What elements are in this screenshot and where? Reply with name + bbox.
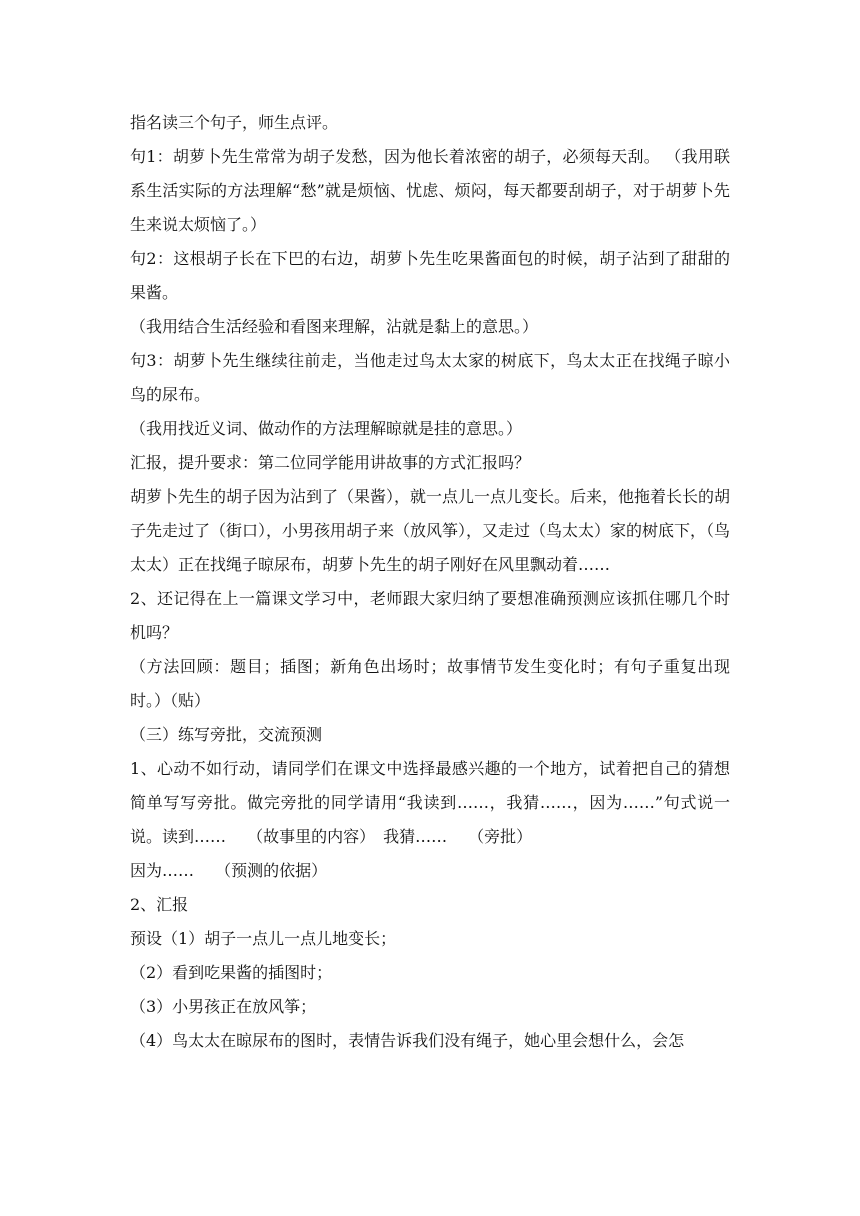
paragraph-review-question: 2、还记得在上一篇课文学习中，老师跟大家归纳了要想准确预测应该抓住哪几个时机吗？ xyxy=(130,589,730,642)
paragraph-sentence-1: 句1：胡萝卜先生常常为胡子发愁，因为他长着浓密的胡子，必须每天刮。 （我用联系生活实际的方法理解“愁”就是烦恼、忧虑、烦闷，每天都要刮胡子，对于胡萝卜先生来说太烦恼了。） xyxy=(130,147,730,234)
paragraph-annotation-task: 1、心动不如行动，请同学们在课文中选择最感兴趣的一个地方，试着把自己的猜想简单写写旁批。做完旁批的同学请用“我读到……，我猜……，因为……”句式说一说。读到…… （故事里的内容） 我猜…… （旁批） xyxy=(130,759,730,846)
section-heading-annotation: （三）练写旁批，交流预测 xyxy=(130,725,323,744)
paragraph-sentence-3: 句3：胡萝卜先生继续往前走，当他走过鸟太太家的树底下，鸟太太正在找绳子晾小鸟的尿布。 xyxy=(130,351,730,404)
paragraph-report-requirement: 汇报，提升要求：第二位同学能用讲故事的方式汇报吗？ xyxy=(130,453,531,472)
paragraph-preset-3: （3）小男孩正在放风筝； xyxy=(130,997,317,1016)
document-body xyxy=(130,106,730,1058)
paragraph-note-3: （我用找近义词、做动作的方法理解晾就是挂的意思。） xyxy=(130,419,523,438)
paragraph-preset-1: 预设（1）胡子一点儿一点儿地变长； xyxy=(130,929,397,948)
paragraph-preset-2: （2）看到吃果酱的插图时； xyxy=(130,963,333,982)
paragraph-story-retell: 胡萝卜先生的胡子因为沾到了（果酱），就一点儿一点儿变长。后来，他拖着长长的胡子先走过了（街口），小男孩用胡子来（放风筝），又走过（鸟太太）家的树底下，（鸟太太）正在找绳子晾尿布，胡萝卜先生的胡子刚好在风里飘动着…… xyxy=(130,487,731,574)
paragraph-note-2: （我用结合生活经验和看图来理解，沾就是黏上的意思。） xyxy=(130,317,539,336)
paragraph-report-heading: 2、汇报 xyxy=(130,895,189,914)
paragraph-because: 因为…… （预测的依据） xyxy=(130,861,328,880)
paragraph-intro: 指名读三个句子，师生点评。 xyxy=(130,113,339,132)
paragraph-sentence-2: 句2：这根胡子长在下巴的右边，胡萝卜先生吃果酱面包的时候，胡子沾到了甜甜的果酱。 xyxy=(130,249,730,302)
paragraph-method-review: （方法回顾：题目；插图；新角色出场时；故事情节发生变化时；有句子重复出现时。）（贴） xyxy=(130,657,730,710)
paragraph-preset-4: （4）鸟太太在晾尿布的图时，表情告诉我们没有绳子，她心里会想什么，会怎 xyxy=(130,1031,685,1050)
